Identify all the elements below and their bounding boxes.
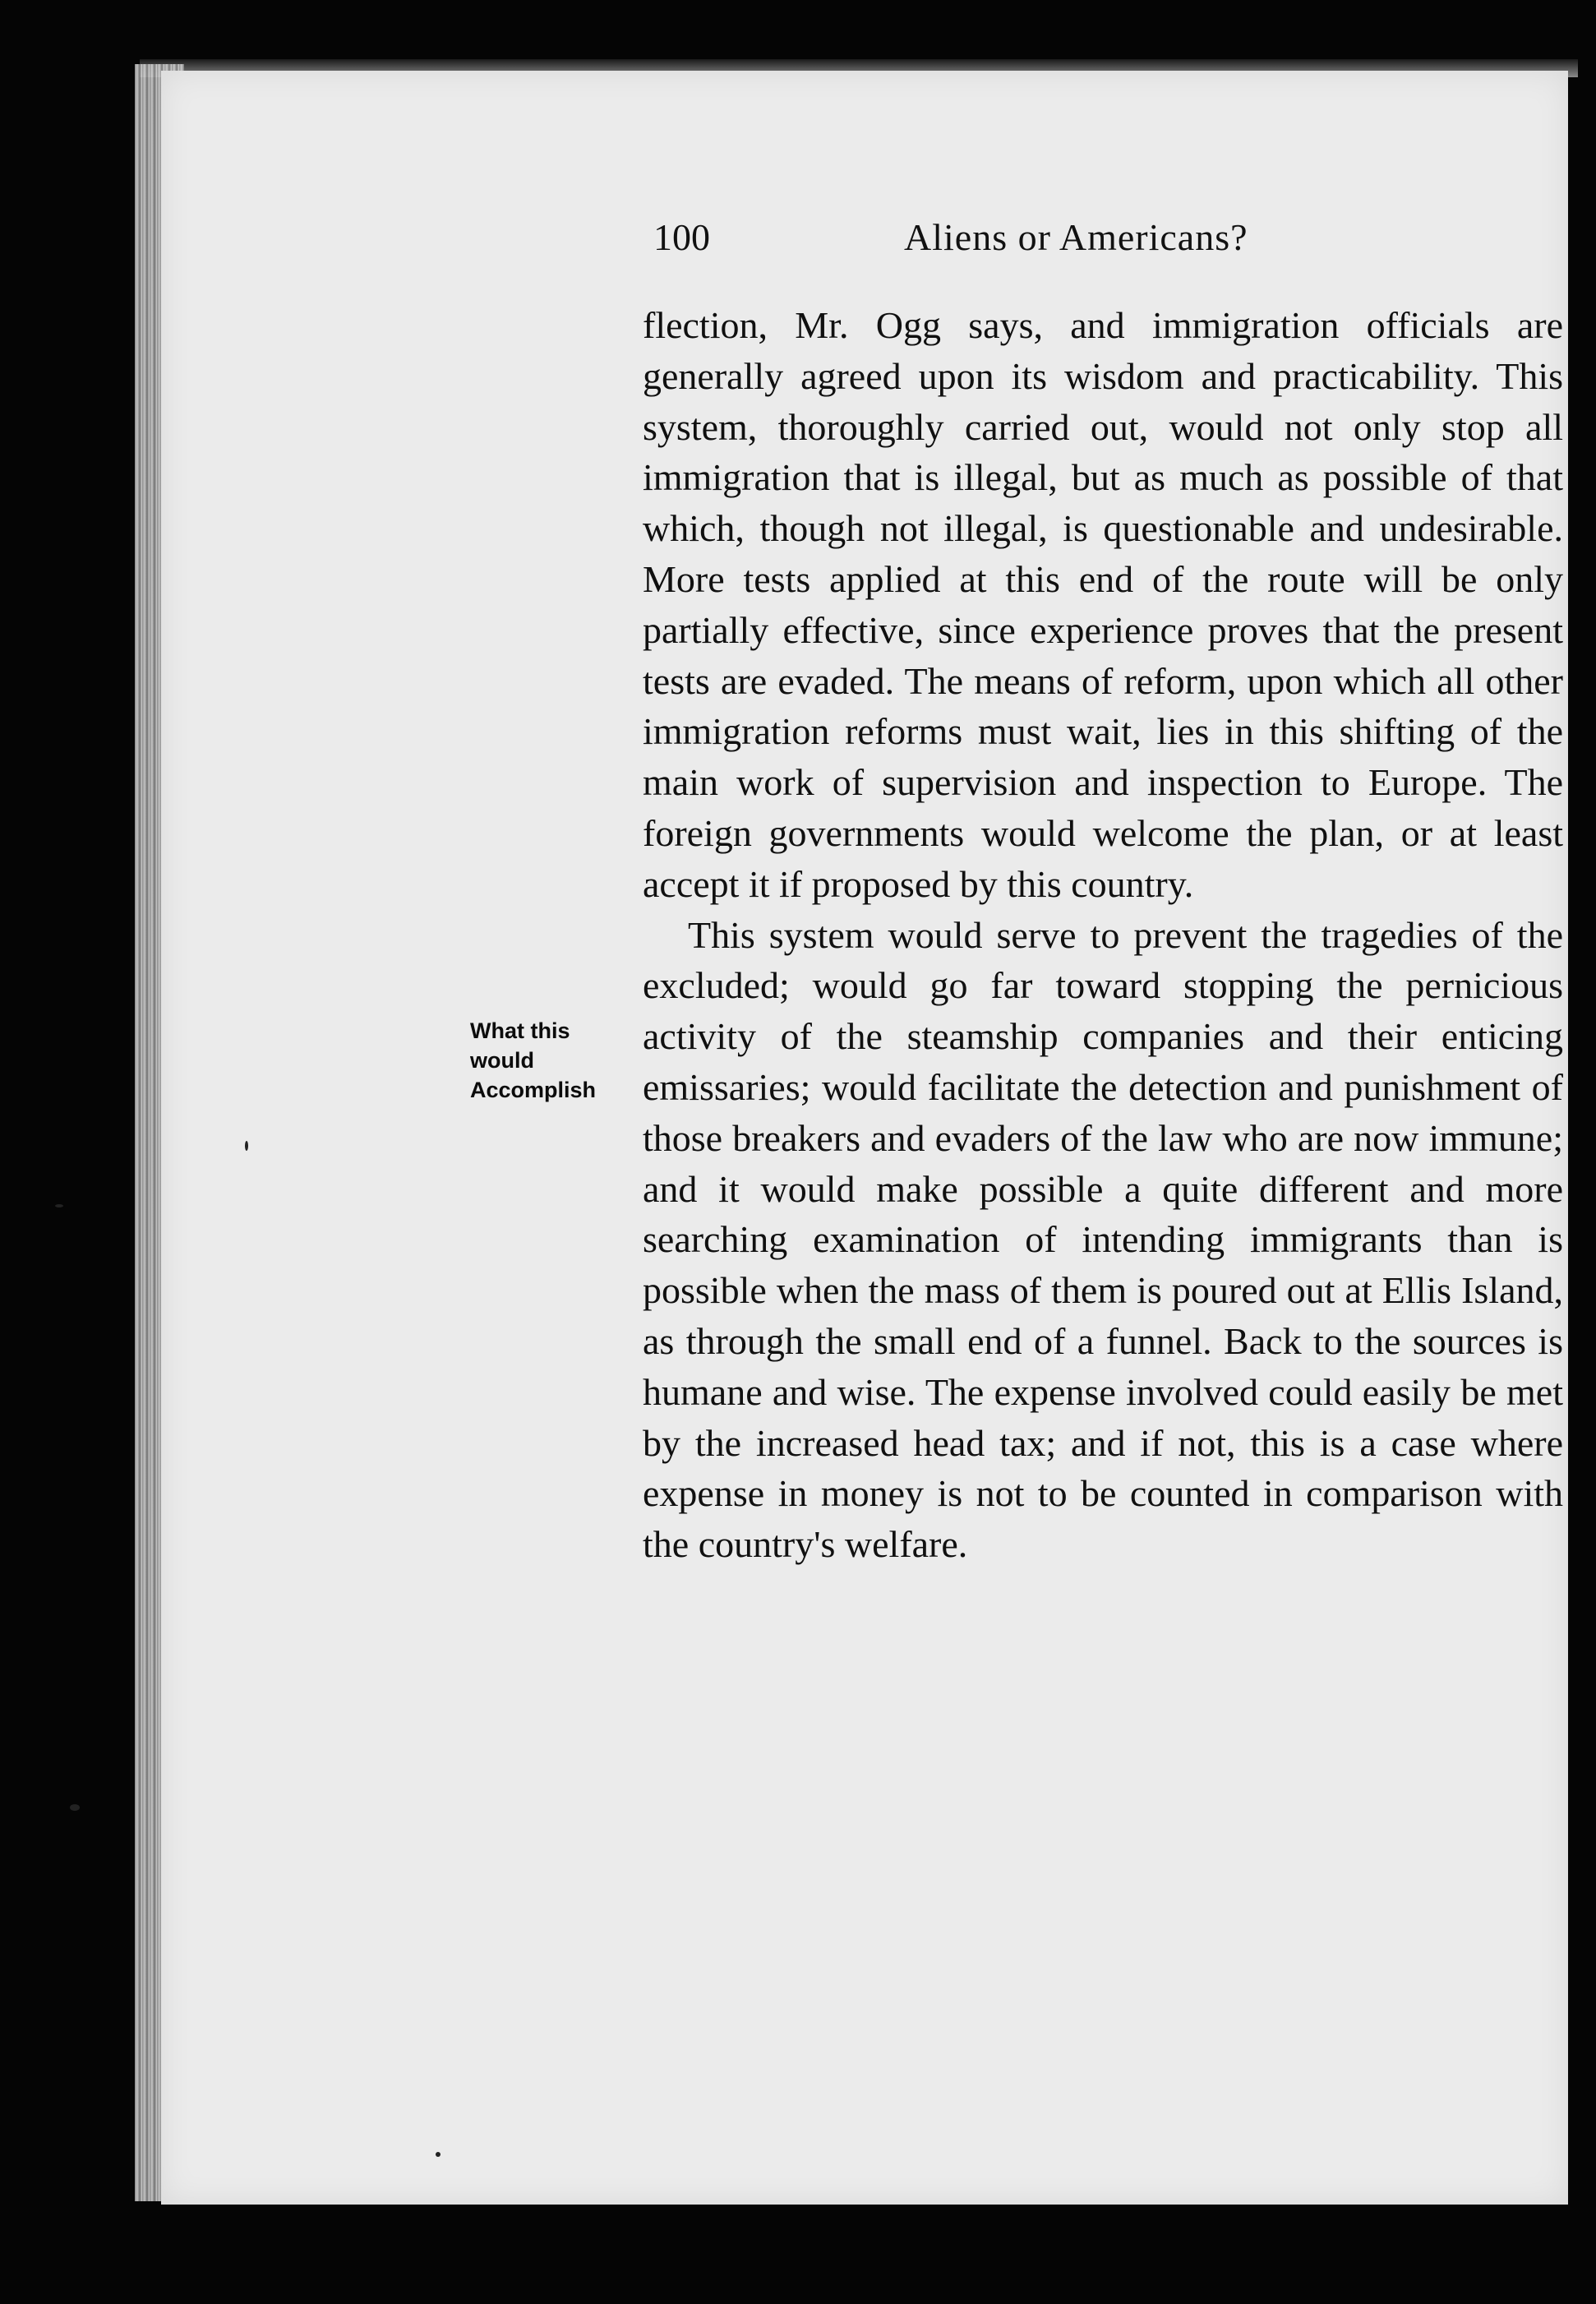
running-title: Aliens or Americans? — [904, 216, 1248, 258]
scan-speck — [55, 1204, 63, 1207]
margin-note: What this would Accomplish — [470, 1018, 597, 1102]
paragraph-2: This system would serve to prevent the tragedies of the excluded; would go far toward stopping the pernicious activity of the steamship companies and their enticing emissaries; would facilitate the detection and punishment of those breakers and evaders of the law who are now immune; and it would make possible a quite different and more searching examination of intending immigrants than is possible when the mass of them is poured out at Ellis Island, as through the small end of a funnel. Back to the sources is humane and wise. The expense involved could easily be met by the increased head tax; and if not, this is a case where expense in money is not to be counted in comparison with the country's welfare. — [643, 913, 1563, 1566]
scan-speck — [436, 2152, 441, 2157]
page-number: 100 — [653, 216, 710, 258]
running-head — [653, 215, 1557, 281]
scan-speck — [70, 1804, 80, 1811]
scan-speck — [245, 1141, 248, 1151]
body-text — [643, 300, 1563, 1570]
paragraph-1: flection, Mr. Ogg says, and immigration officials are generally agreed upon its wisdom and practicability. This system, thoroughly carried out, would not only stop all immigration that is illegal, but as much as possible of that which, though not illegal, is questionable and undesirable. More tests applied at this end of the route will be only partially effective, since experience proves that the present tests are evaded. The means of reform, upon which all other immigration reforms must wait, lies in this shifting of the main work of supervision and inspection to Europe. The foreign governments would welcome the plan, or at least accept it if proposed by this country. — [643, 304, 1563, 905]
